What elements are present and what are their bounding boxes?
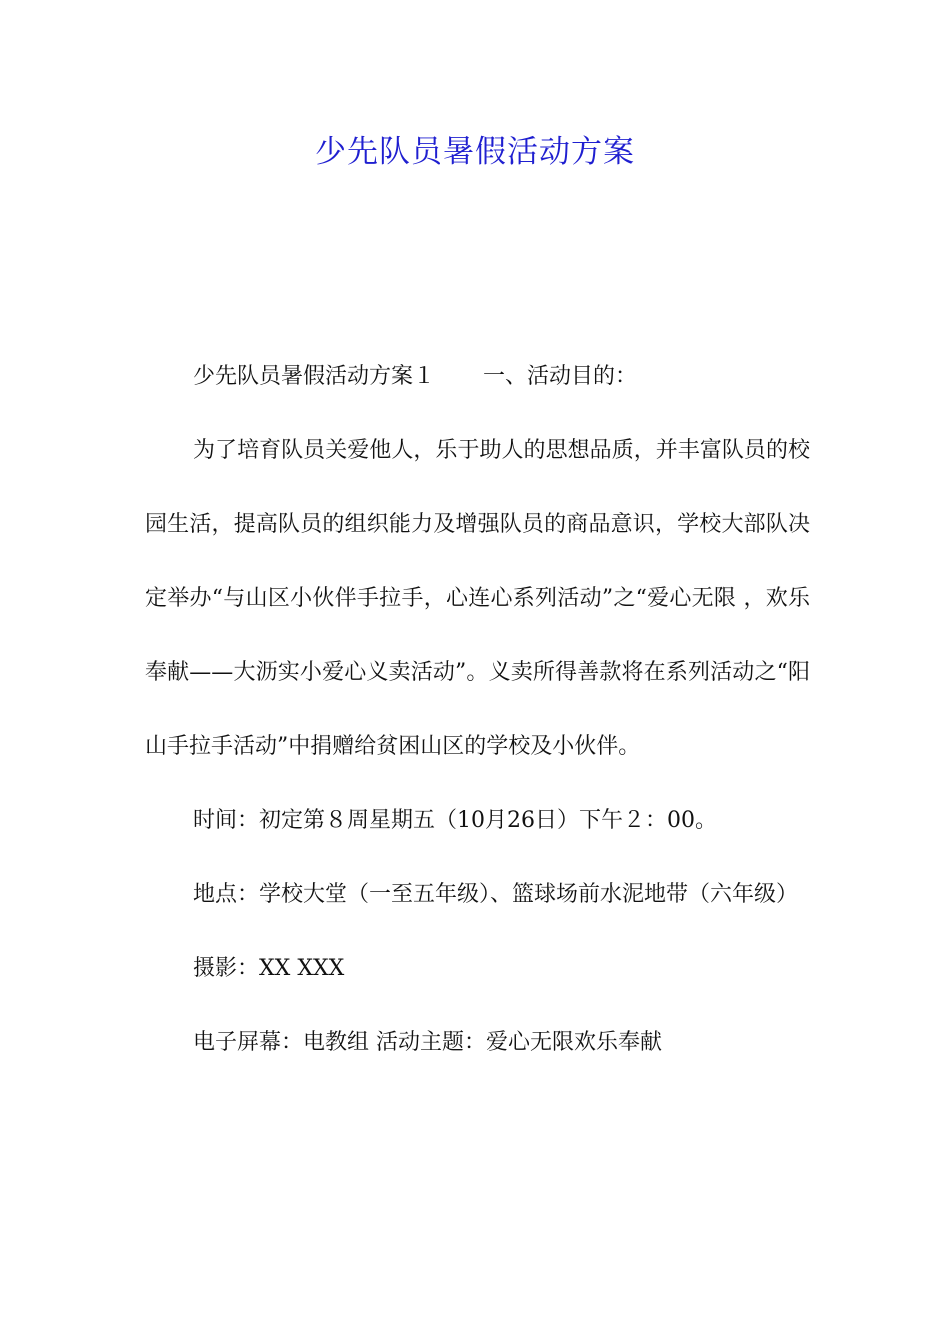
section-lead: 少先队员暑假活动方案１	[193, 364, 436, 389]
section-heading: 一、活动目的：	[483, 364, 638, 389]
paragraph-location: 地点：学校大堂（一至五年级）、篮球场前水泥地带（六年级）	[193, 882, 799, 907]
paragraph-heading	[145, 340, 810, 414]
paragraph-time: 时间：初定第８周星期五（10月26日）下午２：00。	[193, 808, 717, 833]
document-title: 少先队员暑假活动方案	[315, 134, 635, 170]
paragraph-photography: 摄影：XX XXX	[193, 956, 345, 981]
document-body	[145, 340, 810, 1080]
paragraph-purpose: 为了培育队员关爱他人，乐于助人的思想品质，并丰富队员的校园生活，提高队员的组织能力及增强队员的商品意识，学校大部队决定举办“与山区小伙伴手拉手，心连心系列活动”之“爱心无限 ，欢乐奉献——大沥实小爱心义卖活动”。义卖所得善款将在系列活动之“阳山手拉手活动”中捐赠给贫困山区的学校及小伙伴。	[145, 438, 810, 759]
paragraph-screen-theme: 电子屏幕：电教组 活动主题：爱心无限欢乐奉献	[193, 1030, 662, 1055]
